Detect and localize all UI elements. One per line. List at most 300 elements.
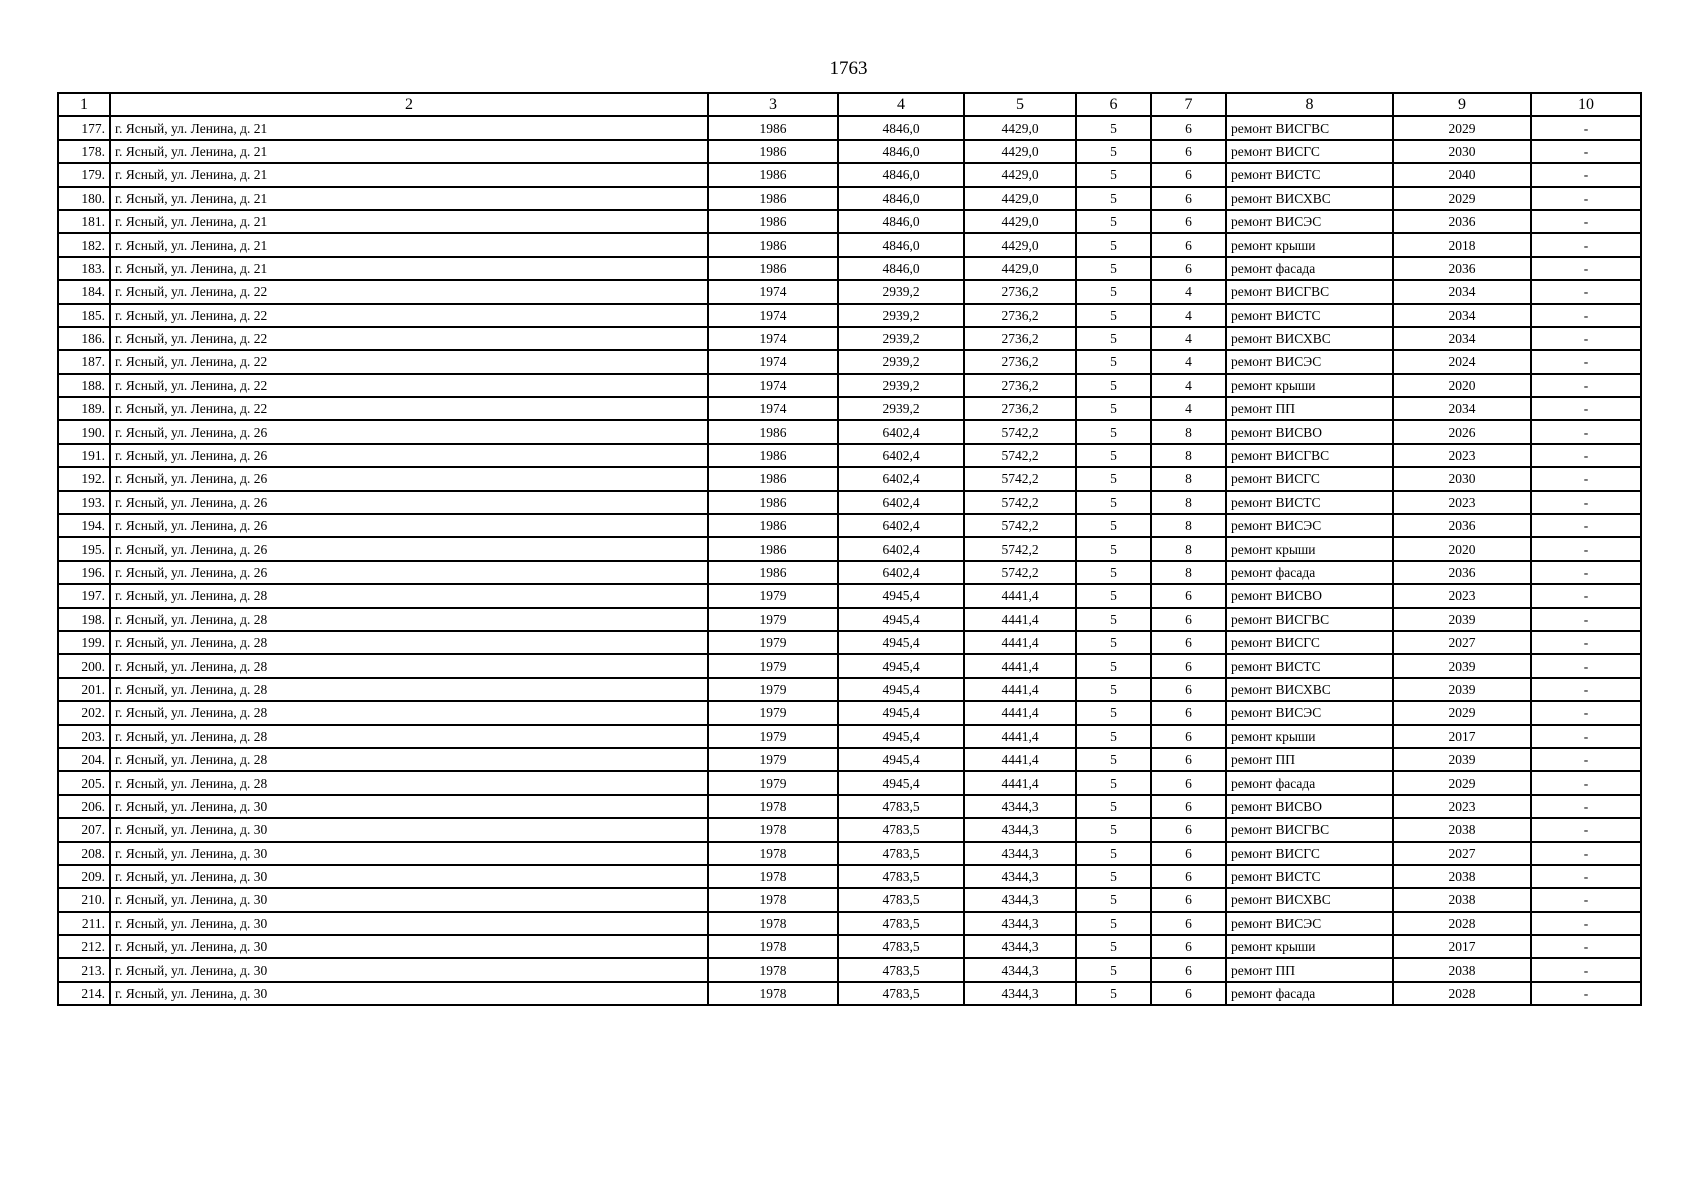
planned-year-cell: 2024 <box>1393 350 1531 373</box>
row-number-cell: 185. <box>58 304 110 327</box>
table-row <box>58 748 1641 771</box>
entrances-cell: 6 <box>1151 140 1226 163</box>
planned-year-cell: 2029 <box>1393 187 1531 210</box>
repair-type-cell: ремонт ВИСЭС <box>1226 210 1393 233</box>
total-area-cell: 6402,4 <box>838 491 964 514</box>
year-built-cell: 1979 <box>708 654 838 677</box>
table-row <box>58 233 1641 256</box>
note-cell: - <box>1531 491 1641 514</box>
note-cell: - <box>1531 701 1641 724</box>
repair-type-cell: ремонт ВИСГВС <box>1226 280 1393 303</box>
column-header-4: 4 <box>838 93 964 116</box>
entrances-cell: 6 <box>1151 257 1226 280</box>
year-built-cell: 1986 <box>708 444 838 467</box>
note-cell: - <box>1531 187 1641 210</box>
table-row <box>58 304 1641 327</box>
year-built-cell: 1986 <box>708 257 838 280</box>
table-row <box>58 958 1641 981</box>
address-cell: г. Ясный, ул. Ленина, д. 26 <box>110 561 708 584</box>
note-cell: - <box>1531 608 1641 631</box>
total-area-cell: 4945,4 <box>838 725 964 748</box>
year-built-cell: 1978 <box>708 958 838 981</box>
repair-type-cell: ремонт ВИСГС <box>1226 140 1393 163</box>
note-cell: - <box>1531 725 1641 748</box>
living-area-cell: 5742,2 <box>964 561 1076 584</box>
living-area-cell: 4429,0 <box>964 116 1076 139</box>
total-area-cell: 4945,4 <box>838 584 964 607</box>
planned-year-cell: 2020 <box>1393 374 1531 397</box>
note-cell: - <box>1531 935 1641 958</box>
table-row <box>58 631 1641 654</box>
repair-type-cell: ремонт ВИСТС <box>1226 163 1393 186</box>
table-row <box>58 654 1641 677</box>
address-cell: г. Ясный, ул. Ленина, д. 30 <box>110 795 708 818</box>
note-cell: - <box>1531 467 1641 490</box>
living-area-cell: 4441,4 <box>964 678 1076 701</box>
total-area-cell: 6402,4 <box>838 514 964 537</box>
year-built-cell: 1986 <box>708 163 838 186</box>
living-area-cell: 2736,2 <box>964 304 1076 327</box>
table-row <box>58 725 1641 748</box>
entrances-cell: 4 <box>1151 397 1226 420</box>
row-number-cell: 195. <box>58 537 110 560</box>
entrances-cell: 6 <box>1151 233 1226 256</box>
planned-year-cell: 2029 <box>1393 116 1531 139</box>
living-area-cell: 5742,2 <box>964 420 1076 443</box>
column-header-2: 2 <box>110 93 708 116</box>
column-header-10: 10 <box>1531 93 1641 116</box>
repair-type-cell: ремонт ВИСГВС <box>1226 608 1393 631</box>
repair-type-cell: ремонт ВИСХВС <box>1226 327 1393 350</box>
total-area-cell: 4783,5 <box>838 912 964 935</box>
floors-cell: 5 <box>1076 233 1151 256</box>
planned-year-cell: 2034 <box>1393 304 1531 327</box>
table-row <box>58 210 1641 233</box>
entrances-cell: 8 <box>1151 467 1226 490</box>
year-built-cell: 1979 <box>708 678 838 701</box>
total-area-cell: 4945,4 <box>838 678 964 701</box>
planned-year-cell: 2039 <box>1393 748 1531 771</box>
row-number-cell: 210. <box>58 888 110 911</box>
entrances-cell: 6 <box>1151 210 1226 233</box>
total-area-cell: 4783,5 <box>838 865 964 888</box>
row-number-cell: 205. <box>58 771 110 794</box>
repair-type-cell: ремонт ВИСГС <box>1226 467 1393 490</box>
repair-type-cell: ремонт ВИСГВС <box>1226 444 1393 467</box>
planned-year-cell: 2017 <box>1393 935 1531 958</box>
address-cell: г. Ясный, ул. Ленина, д. 21 <box>110 140 708 163</box>
repair-type-cell: ремонт ВИСВО <box>1226 420 1393 443</box>
row-number-cell: 198. <box>58 608 110 631</box>
note-cell: - <box>1531 257 1641 280</box>
repair-type-cell: ремонт ПП <box>1226 958 1393 981</box>
floors-cell: 5 <box>1076 397 1151 420</box>
table-row <box>58 888 1641 911</box>
entrances-cell: 6 <box>1151 935 1226 958</box>
address-cell: г. Ясный, ул. Ленина, д. 22 <box>110 327 708 350</box>
column-header-6: 6 <box>1076 93 1151 116</box>
floors-cell: 5 <box>1076 304 1151 327</box>
address-cell: г. Ясный, ул. Ленина, д. 30 <box>110 818 708 841</box>
row-number-cell: 213. <box>58 958 110 981</box>
table-row <box>58 678 1641 701</box>
year-built-cell: 1974 <box>708 397 838 420</box>
entrances-cell: 6 <box>1151 654 1226 677</box>
row-number-cell: 201. <box>58 678 110 701</box>
address-cell: г. Ясный, ул. Ленина, д. 30 <box>110 888 708 911</box>
total-area-cell: 2939,2 <box>838 374 964 397</box>
entrances-cell: 8 <box>1151 420 1226 443</box>
floors-cell: 5 <box>1076 982 1151 1005</box>
entrances-cell: 8 <box>1151 561 1226 584</box>
repair-type-cell: ремонт ВИСХВС <box>1226 888 1393 911</box>
entrances-cell: 8 <box>1151 537 1226 560</box>
address-cell: г. Ясный, ул. Ленина, д. 26 <box>110 444 708 467</box>
planned-year-cell: 2020 <box>1393 537 1531 560</box>
living-area-cell: 2736,2 <box>964 397 1076 420</box>
row-number-cell: 209. <box>58 865 110 888</box>
address-cell: г. Ясный, ул. Ленина, д. 21 <box>110 116 708 139</box>
total-area-cell: 4846,0 <box>838 187 964 210</box>
floors-cell: 5 <box>1076 771 1151 794</box>
repair-type-cell: ремонт ВИСТС <box>1226 304 1393 327</box>
repair-type-cell: ремонт крыши <box>1226 537 1393 560</box>
planned-year-cell: 2029 <box>1393 771 1531 794</box>
living-area-cell: 4441,4 <box>964 771 1076 794</box>
total-area-cell: 4945,4 <box>838 771 964 794</box>
entrances-cell: 6 <box>1151 958 1226 981</box>
repair-type-cell: ремонт крыши <box>1226 935 1393 958</box>
floors-cell: 5 <box>1076 444 1151 467</box>
address-cell: г. Ясный, ул. Ленина, д. 28 <box>110 748 708 771</box>
total-area-cell: 6402,4 <box>838 537 964 560</box>
floors-cell: 5 <box>1076 420 1151 443</box>
address-cell: г. Ясный, ул. Ленина, д. 26 <box>110 537 708 560</box>
entrances-cell: 6 <box>1151 725 1226 748</box>
row-number-cell: 206. <box>58 795 110 818</box>
living-area-cell: 2736,2 <box>964 374 1076 397</box>
housing-repair-table <box>57 92 1642 1006</box>
living-area-cell: 4429,0 <box>964 257 1076 280</box>
entrances-cell: 4 <box>1151 350 1226 373</box>
total-area-cell: 4783,5 <box>838 818 964 841</box>
address-cell: г. Ясный, ул. Ленина, д. 22 <box>110 304 708 327</box>
floors-cell: 5 <box>1076 654 1151 677</box>
table-row <box>58 163 1641 186</box>
row-number-cell: 191. <box>58 444 110 467</box>
entrances-cell: 6 <box>1151 608 1226 631</box>
note-cell: - <box>1531 537 1641 560</box>
table-row <box>58 795 1641 818</box>
address-cell: г. Ясный, ул. Ленина, д. 21 <box>110 187 708 210</box>
total-area-cell: 4945,4 <box>838 631 964 654</box>
planned-year-cell: 2040 <box>1393 163 1531 186</box>
living-area-cell: 4344,3 <box>964 818 1076 841</box>
living-area-cell: 2736,2 <box>964 350 1076 373</box>
planned-year-cell: 2036 <box>1393 561 1531 584</box>
living-area-cell: 4344,3 <box>964 795 1076 818</box>
note-cell: - <box>1531 420 1641 443</box>
row-number-cell: 202. <box>58 701 110 724</box>
entrances-cell: 6 <box>1151 888 1226 911</box>
row-number-cell: 204. <box>58 748 110 771</box>
entrances-cell: 8 <box>1151 444 1226 467</box>
table-row <box>58 444 1641 467</box>
planned-year-cell: 2028 <box>1393 912 1531 935</box>
address-cell: г. Ясный, ул. Ленина, д. 28 <box>110 678 708 701</box>
living-area-cell: 4344,3 <box>964 865 1076 888</box>
floors-cell: 5 <box>1076 163 1151 186</box>
floors-cell: 5 <box>1076 958 1151 981</box>
year-built-cell: 1978 <box>708 795 838 818</box>
year-built-cell: 1978 <box>708 982 838 1005</box>
column-header-7: 7 <box>1151 93 1226 116</box>
row-number-cell: 211. <box>58 912 110 935</box>
planned-year-cell: 2036 <box>1393 210 1531 233</box>
row-number-cell: 212. <box>58 935 110 958</box>
floors-cell: 5 <box>1076 865 1151 888</box>
address-cell: г. Ясный, ул. Ленина, д. 26 <box>110 467 708 490</box>
entrances-cell: 6 <box>1151 701 1226 724</box>
note-cell: - <box>1531 397 1641 420</box>
year-built-cell: 1974 <box>708 374 838 397</box>
total-area-cell: 6402,4 <box>838 420 964 443</box>
total-area-cell: 4783,5 <box>838 935 964 958</box>
row-number-cell: 183. <box>58 257 110 280</box>
note-cell: - <box>1531 912 1641 935</box>
living-area-cell: 4441,4 <box>964 608 1076 631</box>
entrances-cell: 6 <box>1151 842 1226 865</box>
floors-cell: 5 <box>1076 935 1151 958</box>
floors-cell: 5 <box>1076 210 1151 233</box>
table-row <box>58 608 1641 631</box>
year-built-cell: 1978 <box>708 888 838 911</box>
living-area-cell: 4344,3 <box>964 888 1076 911</box>
living-area-cell: 4429,0 <box>964 210 1076 233</box>
row-number-cell: 188. <box>58 374 110 397</box>
floors-cell: 5 <box>1076 537 1151 560</box>
total-area-cell: 4783,5 <box>838 958 964 981</box>
column-header-9: 9 <box>1393 93 1531 116</box>
planned-year-cell: 2026 <box>1393 420 1531 443</box>
living-area-cell: 4429,0 <box>964 140 1076 163</box>
address-cell: г. Ясный, ул. Ленина, д. 28 <box>110 584 708 607</box>
table-row <box>58 374 1641 397</box>
entrances-cell: 6 <box>1151 912 1226 935</box>
address-cell: г. Ясный, ул. Ленина, д. 22 <box>110 397 708 420</box>
repair-type-cell: ремонт ВИСВО <box>1226 795 1393 818</box>
table-row <box>58 397 1641 420</box>
total-area-cell: 4783,5 <box>838 982 964 1005</box>
total-area-cell: 2939,2 <box>838 280 964 303</box>
table-row <box>58 187 1641 210</box>
note-cell: - <box>1531 771 1641 794</box>
column-header-5: 5 <box>964 93 1076 116</box>
total-area-cell: 4945,4 <box>838 748 964 771</box>
table-row <box>58 537 1641 560</box>
note-cell: - <box>1531 514 1641 537</box>
column-header-3: 3 <box>708 93 838 116</box>
floors-cell: 5 <box>1076 818 1151 841</box>
planned-year-cell: 2029 <box>1393 701 1531 724</box>
planned-year-cell: 2039 <box>1393 608 1531 631</box>
total-area-cell: 4945,4 <box>838 608 964 631</box>
living-area-cell: 4441,4 <box>964 701 1076 724</box>
row-number-cell: 200. <box>58 654 110 677</box>
year-built-cell: 1978 <box>708 935 838 958</box>
table-body <box>58 116 1641 1005</box>
planned-year-cell: 2017 <box>1393 725 1531 748</box>
floors-cell: 5 <box>1076 257 1151 280</box>
address-cell: г. Ясный, ул. Ленина, д. 26 <box>110 420 708 443</box>
note-cell: - <box>1531 654 1641 677</box>
note-cell: - <box>1531 678 1641 701</box>
entrances-cell: 6 <box>1151 678 1226 701</box>
repair-type-cell: ремонт фасада <box>1226 561 1393 584</box>
note-cell: - <box>1531 865 1641 888</box>
year-built-cell: 1979 <box>708 748 838 771</box>
entrances-cell: 6 <box>1151 584 1226 607</box>
planned-year-cell: 2038 <box>1393 818 1531 841</box>
year-built-cell: 1986 <box>708 420 838 443</box>
entrances-cell: 6 <box>1151 116 1226 139</box>
total-area-cell: 4945,4 <box>838 701 964 724</box>
floors-cell: 5 <box>1076 748 1151 771</box>
year-built-cell: 1979 <box>708 725 838 748</box>
floors-cell: 5 <box>1076 584 1151 607</box>
entrances-cell: 6 <box>1151 631 1226 654</box>
repair-type-cell: ремонт фасада <box>1226 771 1393 794</box>
living-area-cell: 4344,3 <box>964 842 1076 865</box>
entrances-cell: 8 <box>1151 514 1226 537</box>
note-cell: - <box>1531 982 1641 1005</box>
note-cell: - <box>1531 140 1641 163</box>
repair-type-cell: ремонт ВИСЭС <box>1226 701 1393 724</box>
column-header-8: 8 <box>1226 93 1393 116</box>
living-area-cell: 4441,4 <box>964 725 1076 748</box>
table-row <box>58 701 1641 724</box>
year-built-cell: 1974 <box>708 350 838 373</box>
entrances-cell: 6 <box>1151 771 1226 794</box>
floors-cell: 5 <box>1076 491 1151 514</box>
repair-type-cell: ремонт ВИСГВС <box>1226 818 1393 841</box>
year-built-cell: 1978 <box>708 865 838 888</box>
living-area-cell: 4344,3 <box>964 912 1076 935</box>
total-area-cell: 4846,0 <box>838 116 964 139</box>
row-number-cell: 214. <box>58 982 110 1005</box>
note-cell: - <box>1531 374 1641 397</box>
table-row <box>58 584 1641 607</box>
row-number-cell: 192. <box>58 467 110 490</box>
total-area-cell: 4846,0 <box>838 163 964 186</box>
living-area-cell: 4441,4 <box>964 584 1076 607</box>
note-cell: - <box>1531 748 1641 771</box>
header-row <box>58 93 1641 116</box>
row-number-cell: 178. <box>58 140 110 163</box>
floors-cell: 5 <box>1076 280 1151 303</box>
living-area-cell: 5742,2 <box>964 537 1076 560</box>
planned-year-cell: 2034 <box>1393 280 1531 303</box>
entrances-cell: 6 <box>1151 982 1226 1005</box>
note-cell: - <box>1531 561 1641 584</box>
year-built-cell: 1978 <box>708 842 838 865</box>
floors-cell: 5 <box>1076 187 1151 210</box>
year-built-cell: 1974 <box>708 327 838 350</box>
row-number-cell: 180. <box>58 187 110 210</box>
table-row <box>58 842 1641 865</box>
year-built-cell: 1986 <box>708 491 838 514</box>
entrances-cell: 4 <box>1151 374 1226 397</box>
note-cell: - <box>1531 795 1641 818</box>
address-cell: г. Ясный, ул. Ленина, д. 30 <box>110 865 708 888</box>
living-area-cell: 2736,2 <box>964 280 1076 303</box>
table-row <box>58 467 1641 490</box>
table-row <box>58 280 1641 303</box>
table-row <box>58 327 1641 350</box>
floors-cell: 5 <box>1076 631 1151 654</box>
note-cell: - <box>1531 233 1641 256</box>
repair-type-cell: ремонт ВИСТС <box>1226 491 1393 514</box>
table-row <box>58 982 1641 1005</box>
repair-type-cell: ремонт ВИСГС <box>1226 631 1393 654</box>
repair-type-cell: ремонт крыши <box>1226 374 1393 397</box>
planned-year-cell: 2018 <box>1393 233 1531 256</box>
row-number-cell: 179. <box>58 163 110 186</box>
row-number-cell: 190. <box>58 420 110 443</box>
address-cell: г. Ясный, ул. Ленина, д. 30 <box>110 912 708 935</box>
row-number-cell: 207. <box>58 818 110 841</box>
planned-year-cell: 2038 <box>1393 888 1531 911</box>
table-row <box>58 420 1641 443</box>
entrances-cell: 4 <box>1151 280 1226 303</box>
total-area-cell: 6402,4 <box>838 467 964 490</box>
address-cell: г. Ясный, ул. Ленина, д. 21 <box>110 233 708 256</box>
note-cell: - <box>1531 210 1641 233</box>
note-cell: - <box>1531 280 1641 303</box>
repair-type-cell: ремонт ВИСТС <box>1226 654 1393 677</box>
year-built-cell: 1979 <box>708 631 838 654</box>
planned-year-cell: 2023 <box>1393 584 1531 607</box>
planned-year-cell: 2027 <box>1393 631 1531 654</box>
year-built-cell: 1974 <box>708 280 838 303</box>
planned-year-cell: 2039 <box>1393 678 1531 701</box>
table-row <box>58 514 1641 537</box>
address-cell: г. Ясный, ул. Ленина, д. 26 <box>110 514 708 537</box>
entrances-cell: 6 <box>1151 748 1226 771</box>
total-area-cell: 2939,2 <box>838 304 964 327</box>
year-built-cell: 1974 <box>708 304 838 327</box>
year-built-cell: 1979 <box>708 608 838 631</box>
planned-year-cell: 2039 <box>1393 654 1531 677</box>
year-built-cell: 1986 <box>708 537 838 560</box>
entrances-cell: 6 <box>1151 795 1226 818</box>
entrances-cell: 4 <box>1151 327 1226 350</box>
total-area-cell: 4945,4 <box>838 654 964 677</box>
table-row <box>58 935 1641 958</box>
repair-type-cell: ремонт крыши <box>1226 725 1393 748</box>
row-number-cell: 184. <box>58 280 110 303</box>
living-area-cell: 4344,3 <box>964 935 1076 958</box>
repair-type-cell: ремонт ВИСВО <box>1226 584 1393 607</box>
floors-cell: 5 <box>1076 140 1151 163</box>
repair-type-cell: ремонт ВИСТС <box>1226 865 1393 888</box>
planned-year-cell: 2034 <box>1393 397 1531 420</box>
year-built-cell: 1986 <box>708 514 838 537</box>
entrances-cell: 6 <box>1151 865 1226 888</box>
entrances-cell: 6 <box>1151 163 1226 186</box>
address-cell: г. Ясный, ул. Ленина, д. 28 <box>110 608 708 631</box>
planned-year-cell: 2030 <box>1393 467 1531 490</box>
